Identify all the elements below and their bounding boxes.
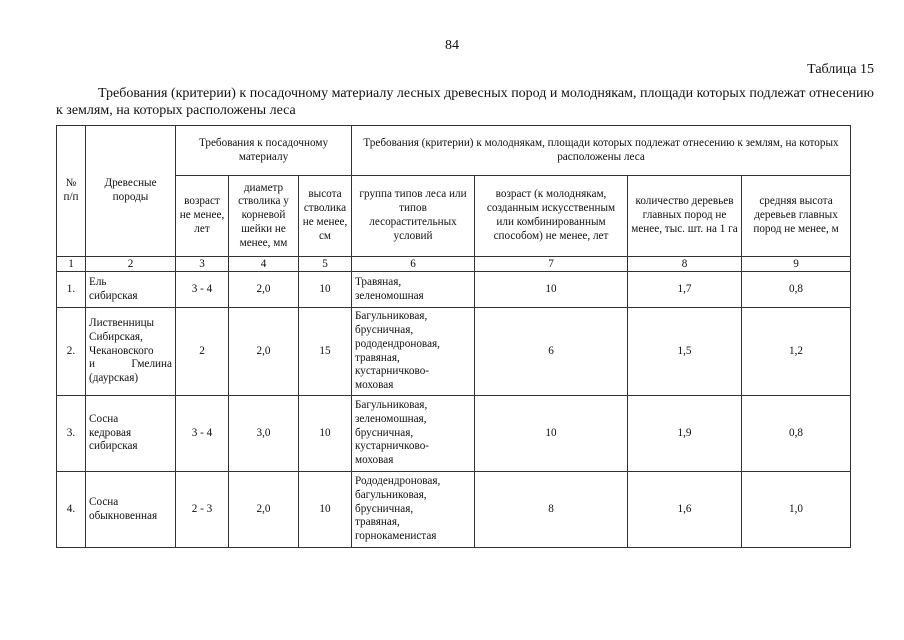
age-cell: 2 - 3 (176, 472, 229, 548)
diameter-cell: 3,0 (229, 396, 299, 472)
table-row (57, 472, 851, 548)
header-forest-type: группа типов леса или типов лесорастительных условий (352, 176, 475, 257)
row-number-cell: 1. (57, 272, 86, 308)
header-tree-count: количество деревьев главных пород не менее, тыс. шт. на 1 га (628, 176, 742, 257)
table-title: Требования (критерии) к посадочному материалу лесных древесных пород и молоднякам, площади которых подлежат отнесению к землям, на которых расположены леса (56, 86, 874, 118)
requirements-table (56, 125, 851, 548)
table-row (57, 396, 851, 472)
column-number-cell: 1 (57, 257, 86, 272)
header-young-stands: Требования (критерии) к молоднякам, площади которых подлежат отнесению к землям, на которых расположены леса (352, 126, 851, 176)
table-label: Таблица 15 (807, 62, 874, 77)
header-height: высота стволика не менее, см (299, 176, 352, 257)
average-height-cell: 1,2 (742, 308, 851, 396)
header-diameter: диаметр стволика у корневой шейки не менее, мм (229, 176, 299, 257)
table-body (57, 272, 851, 548)
young-age-cell: 10 (475, 272, 628, 308)
age-cell: 3 - 4 (176, 396, 229, 472)
average-height-cell: 1,0 (742, 472, 851, 548)
column-number-cell: 9 (742, 257, 851, 272)
header-age: возраст не менее, лет (176, 176, 229, 257)
header-young-age: возраст (к молоднякам, созданным искусственным или комбинированным способом) не менее, лет (475, 176, 628, 257)
age-cell: 3 - 4 (176, 272, 229, 308)
page-number: 84 (445, 38, 459, 53)
tree-count-cell: 1,9 (628, 396, 742, 472)
species-cell: Лиственницы Сибирская, Чекановского и Гмелина (даурская) (86, 308, 176, 396)
row-number-cell: 2. (57, 308, 86, 396)
column-number-row (57, 257, 851, 272)
species-cell: Сосна обыкновенная (86, 472, 176, 548)
column-number-cell: 8 (628, 257, 742, 272)
column-number-cell: 5 (299, 257, 352, 272)
tree-count-cell: 1,5 (628, 308, 742, 396)
height-cell: 15 (299, 308, 352, 396)
tree-count-cell: 1,6 (628, 472, 742, 548)
height-cell: 10 (299, 396, 352, 472)
column-number-cell: 4 (229, 257, 299, 272)
column-number-cell: 6 (352, 257, 475, 272)
diameter-cell: 2,0 (229, 272, 299, 308)
average-height-cell: 0,8 (742, 272, 851, 308)
height-cell: 10 (299, 472, 352, 548)
forest-type-cell: Травяная, зеленомошная (352, 272, 475, 308)
table-row (57, 272, 851, 308)
forest-type-cell: Багульниковая, брусничная, рододендроновая, травяная, кустарничково- моховая (352, 308, 475, 396)
young-age-cell: 10 (475, 396, 628, 472)
average-height-cell: 0,8 (742, 396, 851, 472)
table-row (57, 308, 851, 396)
species-cell: Сосна кедровая сибирская (86, 396, 176, 472)
column-number-cell: 2 (86, 257, 176, 272)
young-age-cell: 8 (475, 472, 628, 548)
species-cell: Ель сибирская (86, 272, 176, 308)
column-number-cell: 3 (176, 257, 229, 272)
forest-type-cell: Рододендроновая, багульниковая, брусничная, травяная, горнокаменистая (352, 472, 475, 548)
row-number-cell: 4. (57, 472, 86, 548)
header-number: № п/п (57, 126, 86, 257)
tree-count-cell: 1,7 (628, 272, 742, 308)
height-cell: 10 (299, 272, 352, 308)
young-age-cell: 6 (475, 308, 628, 396)
header-species: Древесные породы (86, 126, 176, 257)
column-number-cell: 7 (475, 257, 628, 272)
forest-type-cell: Багульниковая, зеленомошная, брусничная, кустарничково- моховая (352, 396, 475, 472)
age-cell: 2 (176, 308, 229, 396)
row-number-cell: 3. (57, 396, 86, 472)
header-average-height: средняя высота деревьев главных пород не менее, м (742, 176, 851, 257)
diameter-cell: 2,0 (229, 308, 299, 396)
diameter-cell: 2,0 (229, 472, 299, 548)
header-planting-material: Требования к посадочному материалу (176, 126, 352, 176)
